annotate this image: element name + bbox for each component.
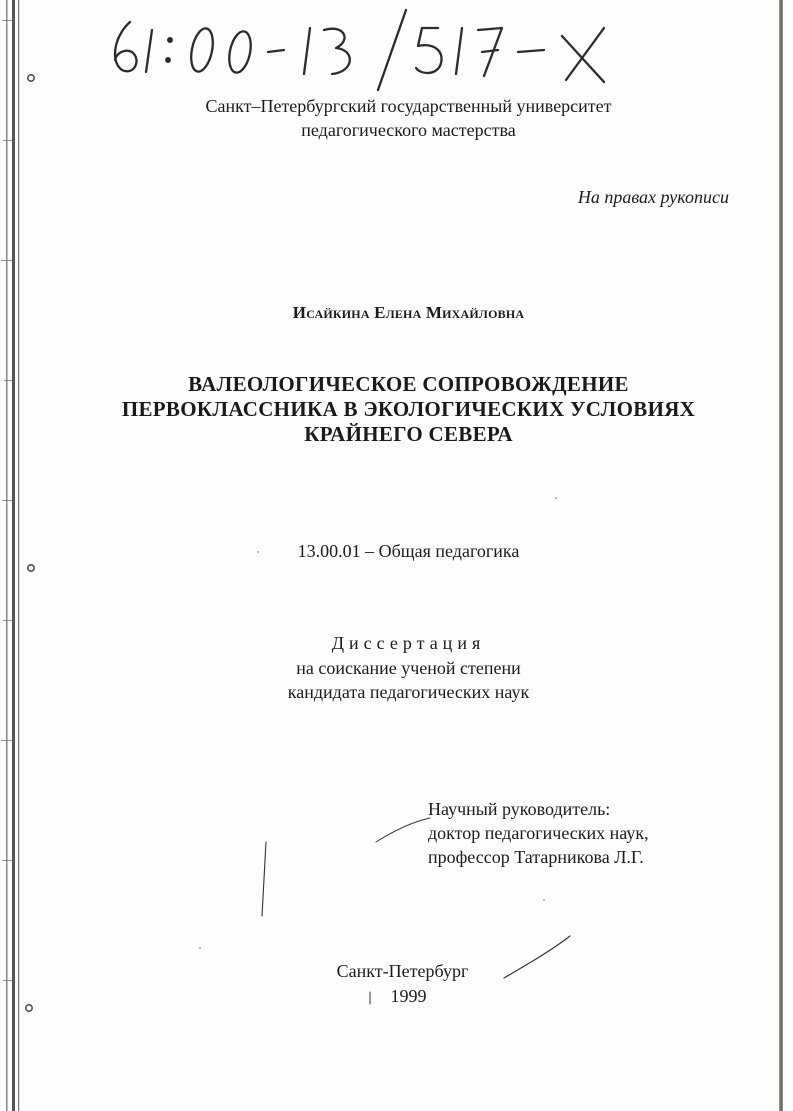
rights-note: На правах рукописи — [577, 187, 729, 207]
supervisor-name: профессор Татарникова Л.Г. — [428, 847, 644, 867]
pencil-stroke-supervisor — [376, 818, 430, 842]
degree-name: кандидата педагогических наук — [287, 682, 530, 702]
degree-purpose: на соискание ученой степени — [296, 658, 521, 678]
handwritten-archive-number — [100, 8, 640, 93]
supervisor-label: Научный руководитель: — [428, 799, 611, 819]
supervisor-degree: доктор педагогических наук, — [428, 823, 649, 843]
specialty-code: 13.00.01 – Общая педагогика — [297, 541, 520, 561]
dissertation-title-line-1: ВАЛЕОЛОГИЧЕСКОЕ СОПРОВОЖДЕНИЕ — [188, 372, 629, 396]
pencil-stroke-margin — [262, 842, 266, 916]
university-name-cont: педагогического мастерства — [301, 120, 516, 140]
publication-city: Санкт-Петербург — [336, 961, 469, 981]
publication-year: 1999 — [390, 986, 427, 1006]
author-name: Исайкина Елена Михайловна — [292, 303, 525, 322]
dissertation-title-line-2: ПЕРВОКЛАССНИКА В ЭКОЛОГИЧЕСКИХ УСЛОВИЯХ — [121, 397, 696, 421]
dissertation-label: Диссертация — [331, 633, 486, 653]
university-name: Санкт–Петербургский государственный университет — [205, 96, 612, 116]
dissertation-title-line-3: КРАЙНЕГО СЕВЕРА — [304, 422, 513, 446]
